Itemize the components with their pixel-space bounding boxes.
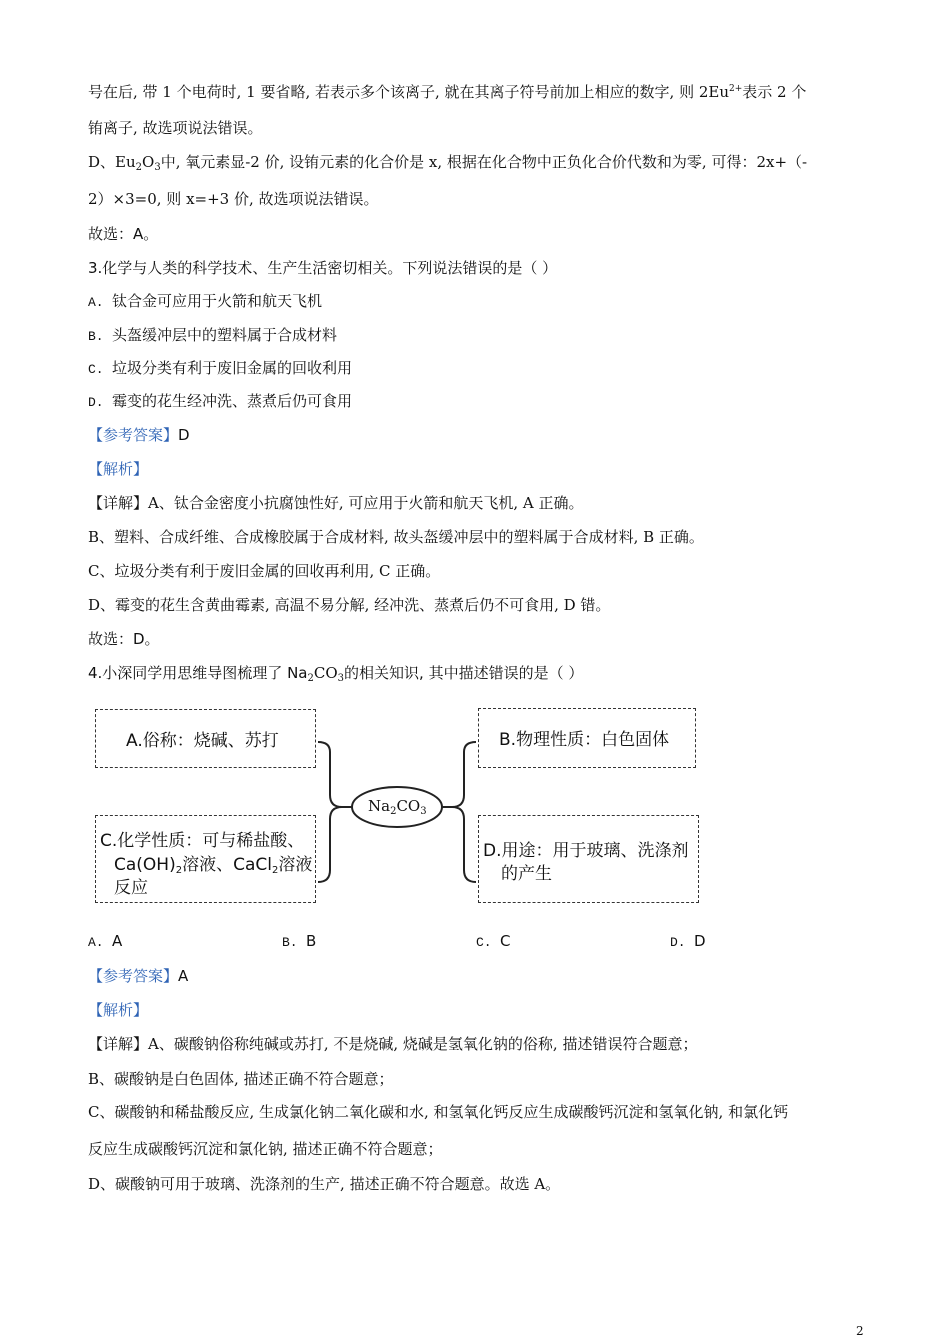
page-number: 2 — [856, 1324, 864, 1338]
q4-reference-answer: 【参考答案】A — [88, 967, 189, 985]
box-a-text: A.俗称：烧碱、苏打 — [126, 731, 279, 751]
q2-text-line-2: 铕离子, 故选项说法错误。 — [88, 119, 263, 137]
q4-option-d: D. D — [670, 932, 706, 950]
q2-text-line-1: 号在后, 带 1 个电荷时, 1 要省略, 若表示多个该离子, 就在其离子符号前加上相应的数字, 则 $2Eu^{2+}$表示 2 个 — [88, 83, 807, 101]
center-label: $Na_2CO_3$ — [368, 797, 427, 817]
q3-detail-c: C、垃圾分类有利于废旧金属的回收再利用, C 正确。 — [88, 562, 441, 580]
q3-option-c: C. 垃圾分类有利于废旧金属的回收利用 — [88, 359, 353, 377]
q3-analysis-label: 【解析】 — [88, 460, 149, 478]
right-brace — [452, 742, 476, 882]
q4-option-b: B. B — [282, 932, 317, 950]
q3-detail-b: B、塑料、合成纤维、合成橡胶属于合成材料, 故头盔缓冲层中的塑料属于合成材料, B 正确。 — [88, 528, 704, 546]
left-brace — [318, 742, 342, 882]
q3-option-b: B. 头盔缓冲层中的塑料属于合成材料 — [88, 326, 338, 344]
q4-detail-c-line-2: 反应生成碳酸钙沉淀和氯化钠, 描述正确不符合题意； — [88, 1140, 443, 1158]
q3-detail-d: D、霉变的花生含黄曲霉素, 高温不易分解, 经冲洗、蒸煮后仍不可食用, D 错。 — [88, 596, 611, 614]
q2-answer: 故选：A。 — [88, 225, 159, 243]
box-c-line-3: 反应 — [114, 878, 148, 898]
q4-detail-b: B、碳酸钠是白色固体, 描述正确不符合题意； — [88, 1070, 394, 1088]
q4-stem: 4.小深同学用思维导图梳理了 $Na_2CO_3$的相关知识, 其中描述错误的是（ ） — [88, 664, 584, 684]
q3-option-a: A. 钛合金可应用于火箭和航天飞机 — [88, 292, 323, 310]
box-c-line-1: C.化学性质：可与稀盐酸、 — [100, 831, 305, 851]
q4-analysis-label: 【解析】 — [88, 1001, 149, 1019]
box-c — [95, 815, 316, 903]
box-b-text: B.物理性质：白色固体 — [499, 730, 670, 750]
q2-text-line-4: 2）×3=0, 则 x=+3 价, 故选项说法错误。 — [88, 190, 379, 208]
q4-option-a: A. A — [88, 932, 123, 950]
q3-reference-answer: 【参考答案】D — [88, 426, 190, 444]
box-c-line-2: $Ca(OH)_2$溶液、CaCl$_2$溶液 — [114, 855, 313, 876]
box-b — [478, 708, 696, 768]
q3-answer: 故选：D。 — [88, 630, 160, 648]
q4-detail-d: D、碳酸钠可用于玻璃、洗涤剂的生产, 描述正确不符合题意。故选 A。 — [88, 1175, 561, 1193]
box-d-line-2: 的产生 — [501, 864, 552, 884]
q4-detail-a: 【详解】A、碳酸钠俗称纯碱或苏打, 不是烧碱, 烧碱是氢氧化钠的俗称, 描述错误符合题意； — [88, 1035, 698, 1053]
box-d-line-1: D.用途：用于玻璃、洗涤剂 — [483, 841, 689, 861]
q4-detail-c-line-1: C、碳酸钠和稀盐酸反应, 生成氯化钠二氧化碳和水, 和氢氧化钙反应生成碳酸钙沉淀和氢氧化钠, 和氯化钙 — [88, 1103, 789, 1121]
q3-option-d: D. 霉变的花生经冲洗、蒸煮后仍可食用 — [88, 392, 353, 410]
q3-stem: 3.化学与人类的科学技术、生产生活密切相关。下列说法错误的是（ ） — [88, 259, 558, 277]
q4-option-c: C. C — [476, 932, 511, 950]
q3-detail-a: 【详解】A、钛合金密度小抗腐蚀性好, 可应用于火箭和航天飞机, A 正确。 — [88, 494, 584, 512]
q2-text-line-3: D、$Eu_2O_3$中, 氧元素显-2 价, 设铕元素的化合价是 x, 根据在化合物中正负化合价代数和为零, 可得：2x+（- — [88, 153, 808, 173]
box-d — [478, 815, 699, 903]
box-a — [95, 709, 316, 768]
